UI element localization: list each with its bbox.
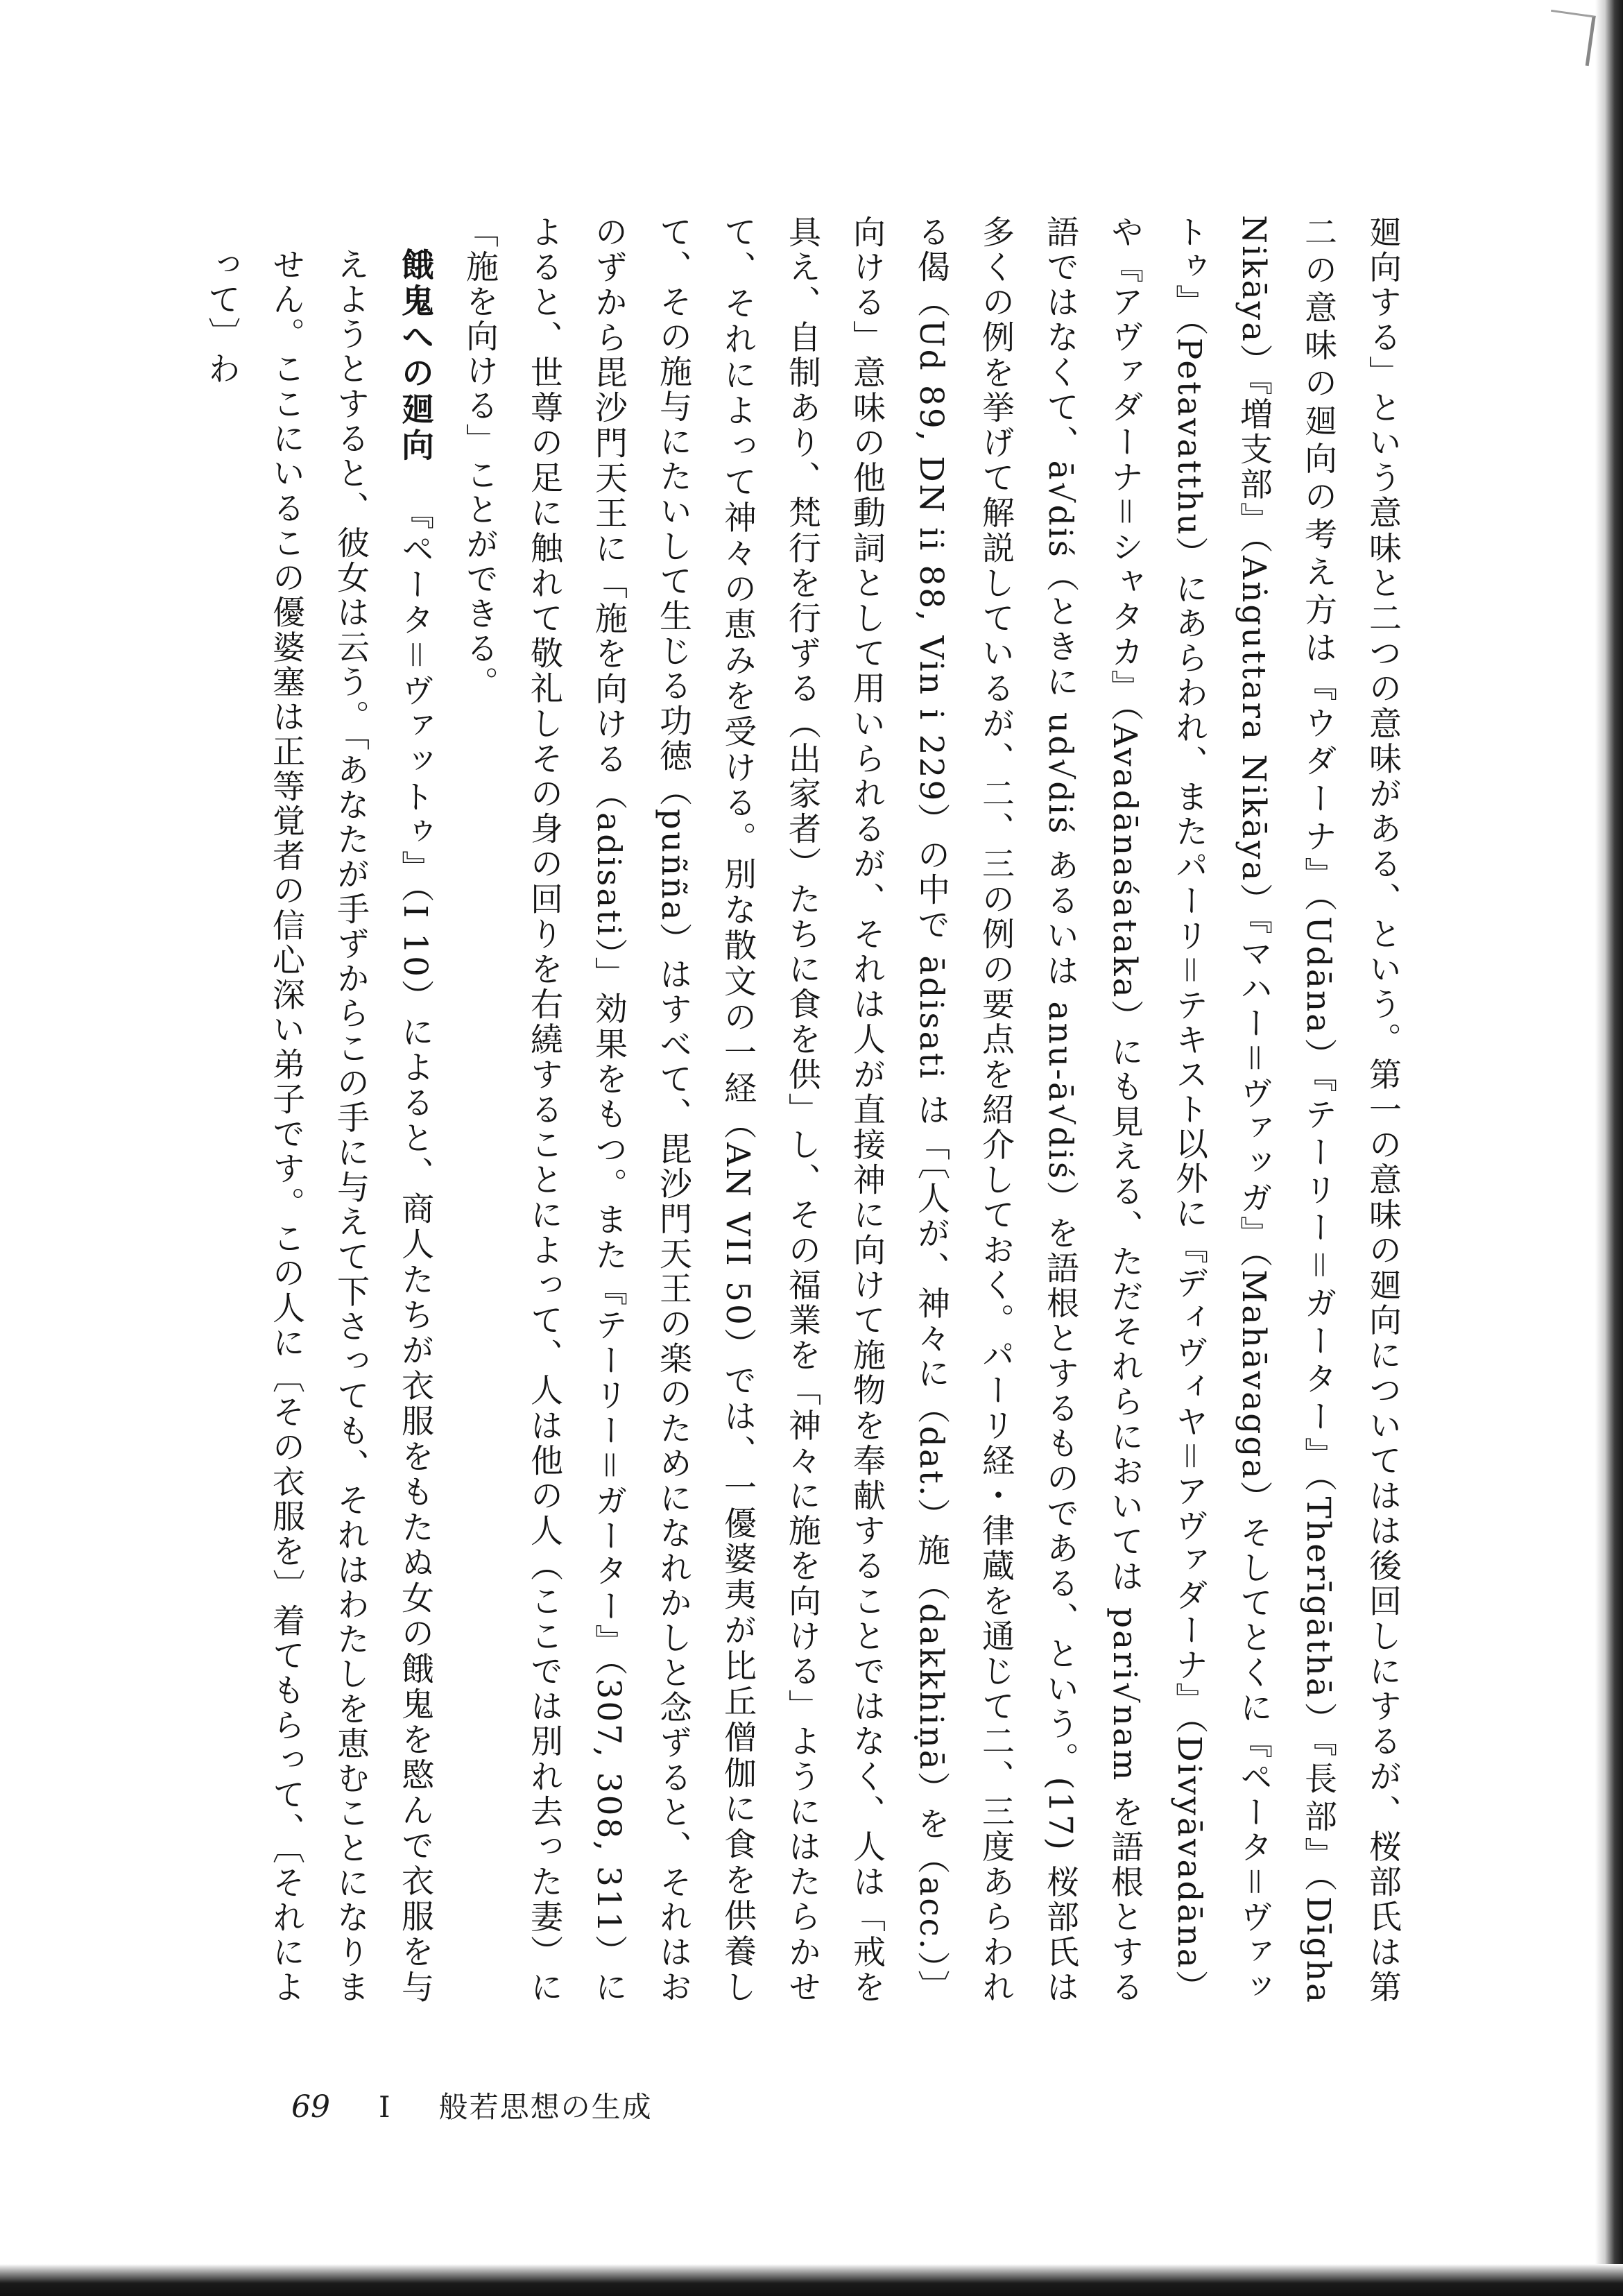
scan-right-edge — [1595, 0, 1623, 2296]
paragraph-1 — [447, 215, 1415, 2005]
part-title: 般若思想の生成 — [438, 2090, 653, 2124]
paragraph-1-text: 廻向する」という意味と二つの意味がある、という。第一の意味の廻向についてはは後回しにするが、桜部氏は第二の意味の廻向の考え方は『ウダーナ』（Udāna）『テーリー＝ガーター』（Therīgāthā）『長部』（Dīgha Nikāya）『増支部』（Aṅguttara Nikāya）『マハー＝ヴァッガ』（Mahāvagga）そしてとくに『ペータ＝ヴァットゥ』（Petavatthu）にあらわれ、またパーリ＝テキスト以外に『ディヴィヤ＝アヴァダーナ』（Divyāvadāna）や『アヴァダーナ＝シャタカ』（Avadānaśataka）にも見える、ただそれらにおいては pari√nam を語根とする語ではなくて、ā√diś（ときに ud√diś あるいは anu-ā√diś）を語根とするものである、という。(17) 桜部氏は多くの例を挙げて解説しているが、二、三の例の要点を紹介しておく。パーリ経・律蔵を通じて二、三度あらわれる偈（Ud 89, DN ii 88, Vin i 229）の中で ādisati は「〔人が、神々に（dat.）施（dakkhiṇā）を（acc.）〕向ける」意味の他動詞として用いられるが、それは人が直接神に向けて施物を奉献することではなく、人は「戒を具え、自制あり、梵行を行ずる（出家者）たちに食を供」し、その福業を「神々に施を向ける」ようにはたらかせて、それによって神々の恵みを受ける。別な散文の一経（AN VII 50）では、一優婆夷が比丘僧伽に食を供養して、その施与にたいして生じる功徳（puñña）はすべて、毘沙門天王の楽のためになれかしと念ずると、それはおのずから毘沙門天王に「施を向ける（adisati）」効果をもつ。また『テーリー＝ガーター』（307, 308, 311）によると、世尊の足に触れて敬礼しその身の回りを右繞することによって、人は他の人（ここでは別れ去った妻）に「施を向ける」ことができる。 — [461, 215, 1402, 2005]
scan-corner-mark — [1544, 10, 1596, 66]
paragraph-2 — [194, 248, 447, 2005]
scan-bottom-edge — [0, 2264, 1623, 2296]
body-text — [194, 215, 1415, 2005]
section-heading: 餓鬼への廻向 — [396, 248, 434, 465]
part-number: I — [379, 2090, 390, 2124]
page-footer — [291, 2084, 653, 2126]
paragraph-2-text: 『ペータ＝ヴァットゥ』（I 10）によると、商人たちが衣服をもたぬ女の餓鬼を愍んで衣服を与えようとすると、彼女は云う。「あなたが手ずからこの手に与えて下さっても、それはわたしを恵むことになりません。ここにいるこの優婆塞は正等覚者の信心深い弟子です。この人に〔その衣服を〕着てもらって、〔それによって〕わ — [203, 248, 434, 2005]
page-number: 69 — [291, 2089, 330, 2125]
